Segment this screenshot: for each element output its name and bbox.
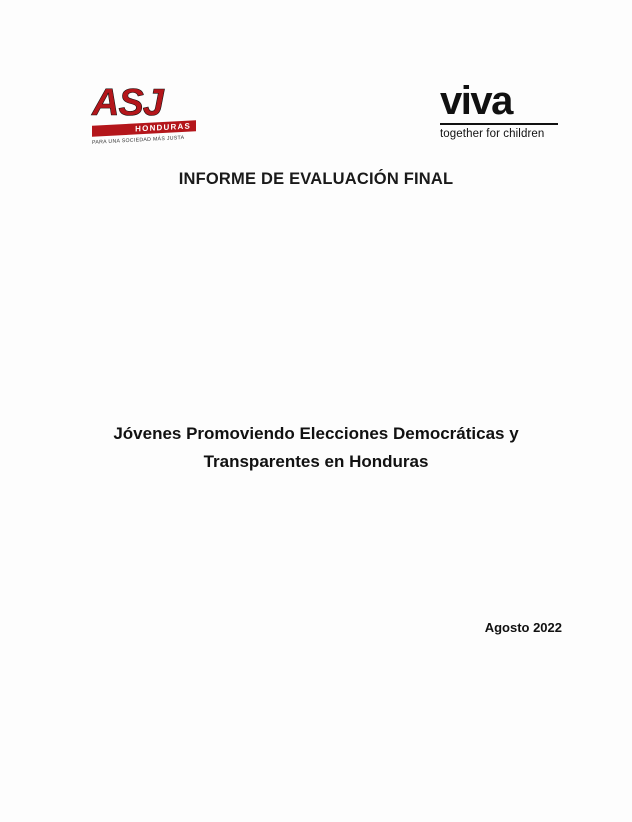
- asj-logo: [92, 84, 200, 146]
- logo-row: [0, 74, 632, 154]
- asj-tagline: PARA UNA SOCIEDAD MÁS JUSTA: [92, 134, 185, 146]
- asj-country-label: HONDURAS: [135, 121, 191, 134]
- viva-wordmark: [440, 79, 570, 123]
- viva-wordmark-text: viva: [440, 79, 512, 123]
- report-type-heading: INFORME DE EVALUACIÓN FINAL: [178, 170, 454, 188]
- asj-wordmark: ASJ: [92, 82, 163, 124]
- viva-divider: [440, 123, 558, 125]
- viva-tagline: together for children: [440, 128, 545, 140]
- viva-logo: [440, 79, 570, 140]
- document-date: Agosto 2022: [484, 620, 562, 635]
- document-title: Jóvenes Promoviendo Elecciones Democráticas y Transparentes en Honduras: [113, 424, 519, 471]
